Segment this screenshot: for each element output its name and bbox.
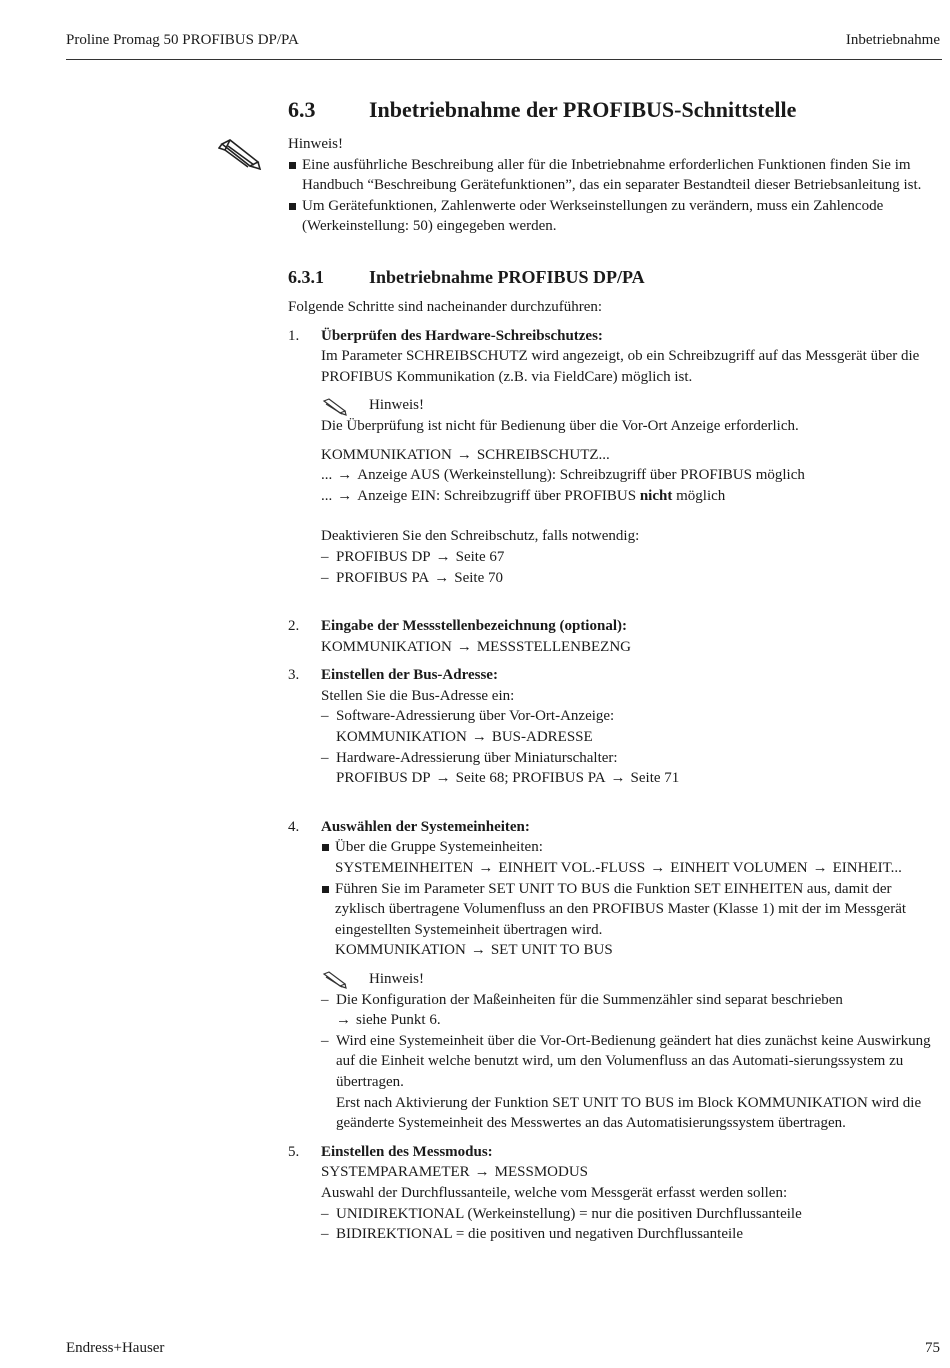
arrow-right-icon: → bbox=[610, 770, 626, 787]
bullet-square-icon bbox=[289, 203, 296, 210]
arrow-right-icon: → bbox=[434, 569, 450, 586]
subsection-heading bbox=[288, 265, 944, 289]
arrow-right-icon: → bbox=[650, 860, 666, 877]
note-label: Hinweis! bbox=[288, 136, 343, 152]
arrow-right-icon: → bbox=[471, 729, 487, 746]
note-bullet-text: Eine ausführliche Beschreibung aller für die Inbetriebnahme erforderlichen Funktionen finden Sie im Handbuch “Beschreibung Gerätefunktionen”, das ein separater Bestandteil dieser Betriebsanleitung ist. bbox=[302, 156, 922, 194]
page-header-left: Proline Promag 50 PROFIBUS DP/PA bbox=[66, 32, 299, 48]
dash-item: – PROFIBUS DP → Seite 67 bbox=[321, 547, 944, 568]
note-bullet-text: Um Gerätefunktionen, Zahlenwerte oder Werkseinstellungen zu verändern, muss ein Zahlencode (Werkeinstellung: 50) eingegeben werden. bbox=[302, 197, 884, 235]
step-text: Auswahl der Durchflussanteile, welche vom Messgerät erfasst werden sollen: bbox=[321, 1184, 788, 1201]
step-3 bbox=[288, 665, 944, 789]
pencil-note-icon bbox=[218, 136, 262, 170]
arrow-right-icon: → bbox=[435, 770, 451, 787]
dash-item: – Software-Adressierung über Vor-Ort-Anzeige: KOMMUNIKATION → BUS-ADRESSE bbox=[321, 706, 944, 747]
page-header-right: Inbetriebnahme bbox=[845, 32, 940, 48]
step-title: Auswählen der Systemeinheiten: bbox=[321, 818, 530, 835]
step-5 bbox=[288, 1142, 944, 1245]
note-bullet bbox=[288, 196, 944, 237]
hint-label: Hinweis! bbox=[369, 971, 424, 987]
intro-text: Folgende Schritte sind nacheinander durchzuführen: bbox=[288, 298, 603, 315]
arrow-right-icon: → bbox=[812, 860, 828, 877]
arrow-right-icon: → bbox=[470, 942, 486, 959]
note-bullet bbox=[288, 155, 944, 196]
section-number: 6.3 bbox=[288, 97, 316, 122]
arrow-right-icon: → bbox=[478, 860, 494, 877]
header-rule bbox=[66, 59, 942, 60]
dash-item: – UNIDIREKTIONAL (Werkeinstellung) = nur die positiven Durchflussanteile bbox=[321, 1205, 802, 1222]
step-2 bbox=[288, 616, 944, 657]
note-block bbox=[288, 134, 944, 237]
step-text: Stellen Sie die Bus-Adresse ein: bbox=[321, 687, 515, 704]
arrow-right-icon: → bbox=[336, 1012, 351, 1029]
ein-line: ... → Anzeige EIN: Schreibzugriff über PROFIBUS nicht möglich bbox=[321, 486, 944, 507]
menu-path: KOMMUNIKATION → MESSSTELLENBEZNG bbox=[321, 637, 944, 658]
dash-item: – Die Konfiguration der Maßeinheiten für die Summenzähler sind separat beschrieben → siehe Punkt 6. bbox=[321, 990, 944, 1031]
step-number: 4. bbox=[288, 818, 300, 835]
step-number: 5. bbox=[288, 1143, 300, 1160]
step-title: Eingabe der Messstellenbezeichnung (optional): bbox=[321, 618, 627, 635]
bullet-square-icon bbox=[322, 844, 329, 851]
pencil-note-icon bbox=[321, 396, 347, 416]
deactivate-text: Deaktivieren Sie den Schreibschutz, falls notwendig: bbox=[321, 528, 640, 545]
section-heading bbox=[288, 96, 944, 128]
step-number: 3. bbox=[288, 667, 300, 684]
menu-path: SYSTEMPARAMETER → MESSMODUS bbox=[321, 1162, 944, 1183]
step-4 bbox=[288, 817, 944, 1134]
arrow-right-icon: → bbox=[456, 446, 472, 463]
dash-item: – Hardware-Adressierung über Miniaturschalter: PROFIBUS DP → Seite 68; PROFIBUS PA → Seite 71 bbox=[321, 748, 944, 789]
arrow-right-icon: → bbox=[474, 1164, 490, 1181]
subsection-title: Inbetriebnahme PROFIBUS DP/PA bbox=[369, 266, 645, 287]
hint-row bbox=[321, 395, 944, 416]
page-number: 75 bbox=[925, 1340, 940, 1356]
hint-row bbox=[321, 969, 944, 990]
arrow-right-icon: → bbox=[435, 548, 451, 565]
step-number: 1. bbox=[288, 327, 300, 344]
section-title: Inbetriebnahme der PROFIBUS-Schnittstelle bbox=[369, 97, 797, 122]
hint-text: Die Überprüfung ist nicht für Bedienung über die Vor-Ort Anzeige erforderlich. bbox=[321, 417, 799, 434]
step-number: 2. bbox=[288, 618, 300, 635]
menu-path: KOMMUNIKATION → SCHREIBSCHUTZ... bbox=[321, 445, 944, 466]
subsection-number: 6.3.1 bbox=[288, 266, 324, 287]
dash-item: – PROFIBUS PA → Seite 70 bbox=[321, 568, 944, 589]
bullet-square-icon bbox=[322, 886, 329, 893]
main-content bbox=[288, 96, 944, 1245]
bullet-square-icon bbox=[289, 162, 296, 169]
hint-label: Hinweis! bbox=[369, 397, 424, 414]
bullet-item: Führen Sie im Parameter SET UNIT TO BUS die Funktion SET EINHEITEN aus, damit der zyklisch übertragene Volumenfluss an den PROFIBUS Master (Klasse 1) mit der im Messgerät eingestellten Systemeinheit übertragen wird. KOMMUNIKATION → SET UNIT TO BUS bbox=[321, 879, 944, 961]
dash-item: – Wird eine Systemeinheit über die Vor-Ort-Bedienung geändert hat dies zunächst keine Auswirkung auf die Einheit welche benutzt wird, um den Volumenfluss an das Automati-sierungssystem zu übertragen. Erst nach Aktivierung der Funktion SET UNIT TO BUS im Block KOMMUNIKATION wird die geänderte Systemeinheit des Messwertes an das Automatisierungssystem übertragen. bbox=[321, 1032, 931, 1132]
arrow-right-icon: → bbox=[337, 467, 353, 484]
step-title: Einstellen des Messmodus: bbox=[321, 1143, 493, 1160]
step-1 bbox=[288, 326, 944, 589]
aus-line: ... → Anzeige AUS (Werkeinstellung): Schreibzugriff über PROFIBUS möglich bbox=[321, 465, 944, 486]
arrow-right-icon: → bbox=[456, 638, 472, 655]
footer-company: Endress+Hauser bbox=[66, 1340, 165, 1356]
step-title: Überprüfen des Hardware-Schreibschutzes: bbox=[321, 327, 603, 344]
dash-item: – BIDIREKTIONAL = die positiven und negativen Durchflussanteile bbox=[321, 1226, 743, 1243]
arrow-right-icon: → bbox=[337, 487, 353, 504]
step-text: Im Parameter SCHREIBSCHUTZ wird angezeigt, ob ein Schreibzugriff auf das Messgerät über die PROFIBUS Kommunikation (z.B. via FieldCare) möglich ist. bbox=[321, 348, 920, 385]
pencil-note-icon bbox=[321, 969, 347, 989]
bullet-item: Über die Gruppe Systemeinheiten: SYSTEMEINHEITEN → EINHEIT VOL.-FLUSS → EINHEIT VOLUMEN → EINHEIT... bbox=[321, 837, 944, 878]
step-title: Einstellen der Bus-Adresse: bbox=[321, 667, 498, 684]
